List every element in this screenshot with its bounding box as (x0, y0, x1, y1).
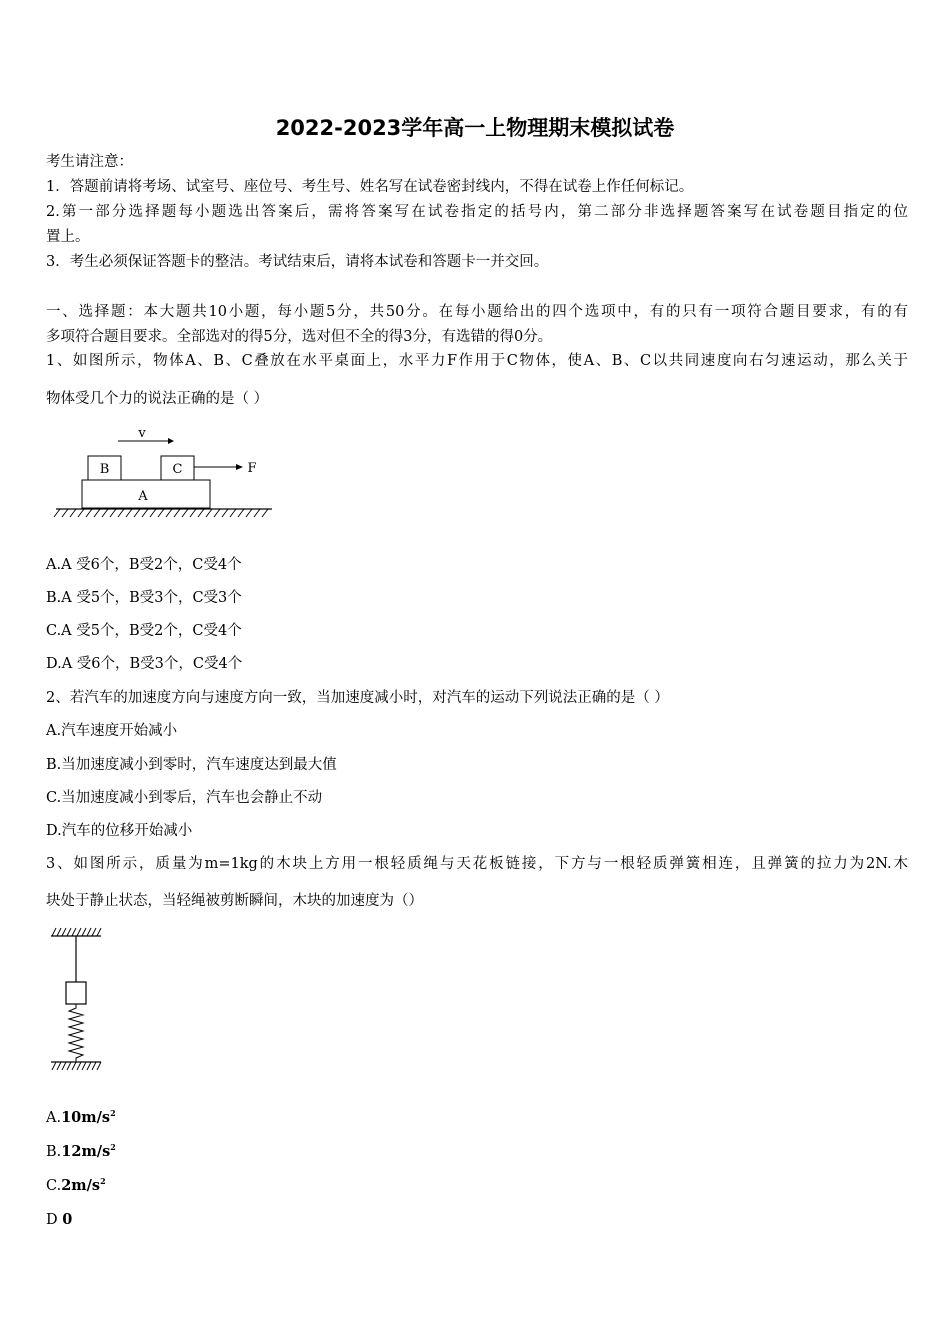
velocity-label: v (138, 426, 146, 441)
option-label: D (46, 1212, 58, 1228)
notice-item-2-cont: 置上。 (46, 229, 90, 245)
question-3-option-a (46, 1108, 908, 1128)
question-1-option-a: A.A 受6个，B受2个，C受4个 (46, 557, 242, 573)
notice-item-1: 1．答题前请将考场、试室号、座位号、考生号、姓名写在试卷密封线内，不得在试卷上作任何标记。 (46, 179, 694, 195)
question-1-diagram (50, 418, 275, 530)
question-3-stem-line-1: 3、如图所示，质量为m=1kg的木块上方用一根轻质绳与天花板链接，下方与一根轻质弹簧相连，且弹簧的拉力为2N.木 (46, 856, 908, 872)
question-3-option-c (46, 1176, 908, 1196)
question-1-stem-line-1: 1、如图所示，物体A、B、C叠放在水平桌面上，水平力F作用于C物体，使A、B、C以共同速度向右匀速运动，那么关于 (46, 353, 908, 369)
block-c-label: C (172, 462, 183, 477)
option-value: 0 (62, 1211, 73, 1228)
ceiling-hatching (52, 928, 101, 936)
option-label: C. (46, 1178, 62, 1194)
option-superscript: 2 (110, 1108, 116, 1119)
section-intro-line-2: 多项符合题目要求。全部选对的得5分，选对但不全的得3分，有选错的得0分。 (46, 329, 553, 345)
option-label: A. (46, 1110, 62, 1126)
question-1-stem-line-2: 物体受几个力的说法正确的是（ ） (46, 391, 269, 407)
question-1-option-c: C.A 受5个，B受2个，C受4个 (46, 623, 242, 639)
notice-item-3: 3．考生必须保证答题卡的整洁。考试结束后，请将本试卷和答题卡一并交回。 (46, 254, 549, 270)
option-superscript: 2 (100, 1176, 106, 1187)
question-3-option-d (46, 1210, 908, 1230)
page-title: 2022-2023学年高一上物理期末模拟试卷 (275, 116, 675, 140)
notice-item-2: 2.第一部分选择题每小题选出答案后，需将答案写在试卷指定的括号内，第二部分非选择题答案写在试卷题目指定的位 (46, 204, 908, 220)
section-intro-line-1: 一、选择题：本大题共10小题，每小题5分，共50分。在每小题给出的四个选项中，有的只有一项符合题目要求，有的有 (46, 304, 908, 320)
question-3-diagram (46, 924, 106, 1074)
question-1-option-d: D.A 受6个，B受3个，C受4个 (46, 656, 243, 672)
question-3-stem-line-2: 块处于静止状态，当轻绳被剪断瞬间，木块的加速度为（） (46, 893, 423, 909)
floor-hatching (52, 1062, 101, 1070)
option-superscript: 2 (110, 1142, 116, 1153)
question-2-option-a: A.汽车速度开始减小 (46, 723, 178, 739)
question-2-option-b: B.当加速度减小到零时，汽车速度达到最大值 (46, 757, 337, 773)
option-value: 12m/s (61, 1143, 111, 1160)
question-2-option-d: D.汽车的位移开始减小 (46, 823, 193, 839)
block-b-label: B (99, 462, 110, 477)
question-3-option-b (46, 1142, 908, 1162)
notice-heading: 考生请注意： (46, 154, 133, 170)
wooden-block (66, 982, 86, 1004)
option-value: 2m/s (61, 1177, 101, 1194)
option-label: B. (46, 1144, 62, 1160)
question-1-option-b: B.A 受5个，B受3个，C受3个 (46, 590, 242, 606)
spring (69, 1004, 83, 1062)
block-a-label: A (138, 489, 148, 504)
question-2-stem: 2、若汽车的加速度方向与速度方向一致，当加速度减小时，对汽车的运动下列说法正确的是（ ） (46, 690, 669, 706)
force-label: F (247, 461, 257, 476)
question-2-option-c: C.当加速度减小到零后，汽车也会静止不动 (46, 790, 323, 806)
option-value: 10m/s (61, 1109, 111, 1126)
